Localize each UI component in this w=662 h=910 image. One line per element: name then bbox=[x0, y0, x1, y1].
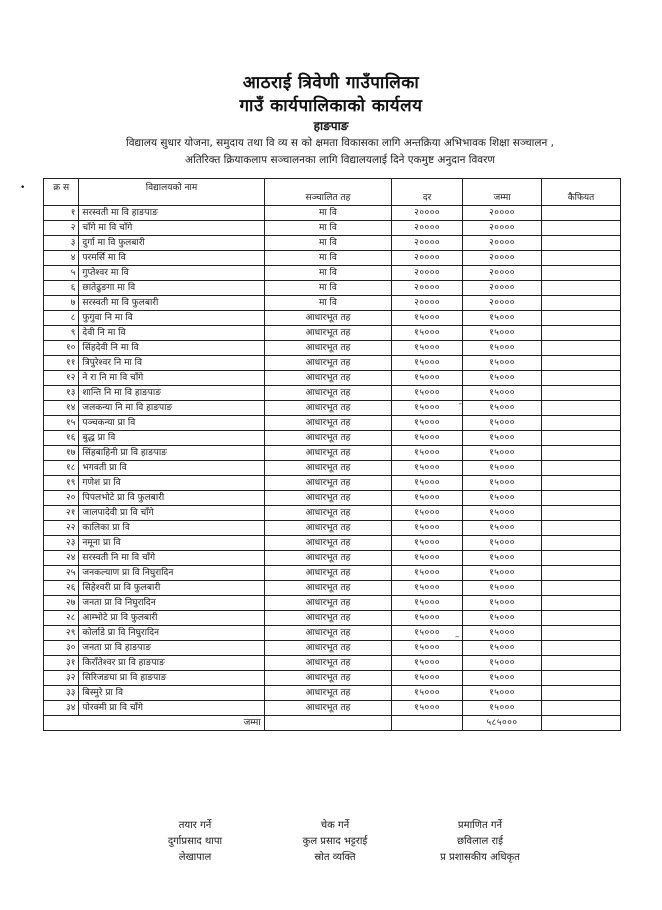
row-rate: १५००० bbox=[392, 491, 463, 506]
table-row bbox=[44, 371, 621, 386]
row-sn: ७ bbox=[44, 296, 79, 311]
row-rate: १५००० bbox=[392, 461, 463, 476]
row-level: आधारभूत तह bbox=[264, 476, 392, 491]
row-remark bbox=[542, 521, 621, 536]
row-rate: १५००० bbox=[392, 401, 463, 416]
row-rate: १५००० bbox=[392, 446, 463, 461]
row-school-name: बिस्मुरे प्रा वि bbox=[79, 686, 264, 701]
table-row bbox=[44, 596, 621, 611]
row-sn: १३ bbox=[44, 386, 79, 401]
row-level: आधारभूत तह bbox=[264, 356, 392, 371]
row-school-name: पोरक्मी प्रा वि चाँगे bbox=[79, 701, 264, 716]
row-remark bbox=[542, 386, 621, 401]
row-total: १५००० bbox=[463, 551, 542, 566]
row-school-name: दुर्गा मा वि फुलबारी bbox=[79, 236, 264, 251]
table-row bbox=[44, 356, 621, 371]
row-remark bbox=[542, 236, 621, 251]
table-body bbox=[44, 206, 621, 716]
signature-role: चेक गर्ने bbox=[320, 820, 350, 831]
row-remark bbox=[542, 431, 621, 446]
table-row bbox=[44, 296, 621, 311]
table-row bbox=[44, 551, 621, 566]
row-level: आधारभूत तह bbox=[264, 611, 392, 626]
row-total: १५००० bbox=[463, 581, 542, 596]
row-sn: २४ bbox=[44, 551, 79, 566]
row-sn: ११ bbox=[44, 356, 79, 371]
row-remark bbox=[542, 416, 621, 431]
row-school-name: सिरिजङघा प्रा वि हाङपाङ bbox=[79, 671, 264, 686]
row-remark bbox=[542, 671, 621, 686]
table-row bbox=[44, 266, 621, 281]
row-level: आधारभूत तह bbox=[264, 461, 392, 476]
grant-table bbox=[43, 178, 621, 731]
row-total: २०००० bbox=[463, 266, 542, 281]
table-row bbox=[44, 686, 621, 701]
row-school-name: सरस्वती मा वि फुलबारी bbox=[79, 296, 264, 311]
row-school-name: ने रा नि मा वि चाँगे bbox=[79, 371, 264, 386]
row-level: आधारभूत तह bbox=[264, 506, 392, 521]
office-location: हाङपाङ bbox=[313, 119, 349, 133]
row-sn: १४ bbox=[44, 401, 79, 416]
row-school-name: परमर्सि मा वि bbox=[79, 251, 264, 266]
signature-role: तयार गर्ने bbox=[178, 820, 212, 831]
row-level: आधारभूत तह bbox=[264, 596, 392, 611]
row-total: २०००० bbox=[463, 236, 542, 251]
row-school-name: गणेश प्रा वि bbox=[79, 476, 264, 491]
row-remark bbox=[542, 446, 621, 461]
row-school-name: कालिका प्रा वि bbox=[79, 521, 264, 536]
signature-name: कुल प्रसाद भट्टराई bbox=[302, 836, 368, 847]
row-total: १५००० bbox=[463, 311, 542, 326]
row-total: १५००० bbox=[463, 476, 542, 491]
row-sn: ३ bbox=[44, 236, 79, 251]
table-row bbox=[44, 401, 621, 416]
row-rate: २०००० bbox=[392, 221, 463, 236]
row-sn: १० bbox=[44, 341, 79, 356]
table-row bbox=[44, 386, 621, 401]
row-level: आधारभूत तह bbox=[264, 581, 392, 596]
row-level: आधारभूत तह bbox=[264, 446, 392, 461]
row-sn: १७ bbox=[44, 446, 79, 461]
row-rate: १५००० bbox=[392, 701, 463, 716]
row-school-name: फुगुवा नि मा वि bbox=[79, 311, 264, 326]
row-sn: २० bbox=[44, 491, 79, 506]
row-remark bbox=[542, 281, 621, 296]
row-remark bbox=[542, 326, 621, 341]
row-remark bbox=[542, 656, 621, 671]
row-remark bbox=[542, 221, 621, 236]
row-sn: ५ bbox=[44, 266, 79, 281]
row-total: १५००० bbox=[463, 641, 542, 656]
row-remark bbox=[542, 701, 621, 716]
row-level: आधारभूत तह bbox=[264, 701, 392, 716]
row-rate: १५००० bbox=[392, 506, 463, 521]
table-row bbox=[44, 566, 621, 581]
row-total: १५००० bbox=[463, 686, 542, 701]
row-sn: १८ bbox=[44, 461, 79, 476]
row-remark bbox=[542, 596, 621, 611]
table-row bbox=[44, 536, 621, 551]
table-row bbox=[44, 416, 621, 431]
row-rate: २०००० bbox=[392, 251, 463, 266]
row-level: आधारभूत तह bbox=[264, 431, 392, 446]
row-total: २०००० bbox=[463, 251, 542, 266]
row-school-name: सरस्वती नि मा वि चाँगे bbox=[79, 551, 264, 566]
row-school-name: चाँगे मा वि चाँगे bbox=[79, 221, 264, 236]
header-school-name: विद्यालयको नाम bbox=[79, 179, 264, 206]
row-level: आधारभूत तह bbox=[264, 521, 392, 536]
table-row bbox=[44, 221, 621, 236]
row-school-name: जनता प्रा वि निघुरादिन bbox=[79, 596, 264, 611]
row-sn: २८ bbox=[44, 611, 79, 626]
header-total: जम्मा bbox=[463, 179, 542, 206]
signature-title: प्र प्रशासकीय अधिकृत bbox=[440, 852, 520, 863]
row-rate: १५००० bbox=[392, 536, 463, 551]
row-total: १५००० bbox=[463, 461, 542, 476]
signature-checked bbox=[265, 818, 405, 866]
table-row bbox=[44, 431, 621, 446]
table-row bbox=[44, 461, 621, 476]
row-level: मा वि bbox=[264, 266, 392, 281]
row-sn: ३१ bbox=[44, 656, 79, 671]
row-sn: २७ bbox=[44, 596, 79, 611]
table-total-row bbox=[44, 716, 621, 731]
row-school-name: सिंहबाहिनी प्रा वि हाङपाङ bbox=[79, 446, 264, 461]
row-rate: २०००० bbox=[392, 266, 463, 281]
header-sn: क्र स bbox=[44, 179, 79, 206]
row-sn: २९ bbox=[44, 626, 79, 641]
row-rate: १५००० bbox=[392, 611, 463, 626]
row-rate: १५००० bbox=[392, 656, 463, 671]
grand-total-value: ५८५००० bbox=[463, 716, 542, 731]
table-row bbox=[44, 506, 621, 521]
row-remark bbox=[542, 551, 621, 566]
row-level: मा वि bbox=[264, 281, 392, 296]
table-header-row bbox=[44, 179, 621, 206]
row-remark bbox=[542, 506, 621, 521]
row-rate: १५००० bbox=[392, 671, 463, 686]
row-remark bbox=[542, 536, 621, 551]
row-level: मा वि bbox=[264, 221, 392, 236]
table-row bbox=[44, 491, 621, 506]
row-remark bbox=[542, 296, 621, 311]
row-level: मा वि bbox=[264, 296, 392, 311]
row-sn: २ bbox=[44, 221, 79, 236]
row-level: आधारभूत तह bbox=[264, 656, 392, 671]
row-rate: १५००० bbox=[392, 566, 463, 581]
row-total: १५००० bbox=[463, 341, 542, 356]
row-rate: १५००० bbox=[392, 581, 463, 596]
row-sn: ६ bbox=[44, 281, 79, 296]
row-rate: १५००० bbox=[392, 686, 463, 701]
row-remark bbox=[542, 491, 621, 506]
row-level: आधारभूत तह bbox=[264, 641, 392, 656]
row-rate: १५००० bbox=[392, 416, 463, 431]
row-school-name: किराँतेश्वर प्रा वि हाङपाङ bbox=[79, 656, 264, 671]
table-row bbox=[44, 251, 621, 266]
table-row bbox=[44, 581, 621, 596]
row-level: आधारभूत तह bbox=[264, 626, 392, 641]
row-rate: २०००० bbox=[392, 236, 463, 251]
row-school-name: देवी नि मा वि bbox=[79, 326, 264, 341]
row-total: १५००० bbox=[463, 491, 542, 506]
row-total: २०००० bbox=[463, 281, 542, 296]
row-rate: १५००० bbox=[392, 386, 463, 401]
row-remark bbox=[542, 401, 621, 416]
row-school-name: पिपलभोटे प्रा वि फुलबारी bbox=[79, 491, 264, 506]
row-school-name: पञ्चकन्या प्रा वि bbox=[79, 416, 264, 431]
table-row bbox=[44, 326, 621, 341]
table-row bbox=[44, 446, 621, 461]
row-sn: २२ bbox=[44, 521, 79, 536]
row-rate: २०००० bbox=[392, 281, 463, 296]
row-remark bbox=[542, 566, 621, 581]
row-rate: १५००० bbox=[392, 341, 463, 356]
row-total: १५००० bbox=[463, 671, 542, 686]
total-label: जम्मा bbox=[44, 716, 265, 731]
row-rate: २०००० bbox=[392, 296, 463, 311]
signature-title: स्रोत व्यक्ति bbox=[314, 852, 356, 863]
row-level: आधारभूत तह bbox=[264, 536, 392, 551]
table-row bbox=[44, 206, 621, 221]
margin-mark: • bbox=[20, 183, 26, 193]
row-total: १५००० bbox=[463, 356, 542, 371]
header-level: सञ्चालित तह bbox=[264, 179, 392, 206]
row-total: १५००० bbox=[463, 611, 542, 626]
row-level: आधारभूत तह bbox=[264, 371, 392, 386]
row-total: १५००० bbox=[463, 431, 542, 446]
signature-approved bbox=[415, 818, 545, 866]
row-level: आधारभूत तह bbox=[264, 566, 392, 581]
table-row bbox=[44, 311, 621, 326]
table-row bbox=[44, 671, 621, 686]
row-total: १५००० bbox=[463, 566, 542, 581]
row-sn: ३० bbox=[44, 641, 79, 656]
header-rate: दर bbox=[392, 179, 463, 206]
office-title-line1: आठराई त्रिवेणी गाउँपालिका bbox=[242, 73, 420, 93]
row-school-name: सरस्वती मा वि हाङपाङ bbox=[79, 206, 264, 221]
pen-mark: – bbox=[455, 632, 460, 642]
row-rate: १५००० bbox=[392, 326, 463, 341]
row-school-name: आम्भोटे प्रा वि फुलबारी bbox=[79, 611, 264, 626]
row-rate: १५००० bbox=[392, 311, 463, 326]
row-level: मा वि bbox=[264, 206, 392, 221]
row-sn: २१ bbox=[44, 506, 79, 521]
row-sn: २३ bbox=[44, 536, 79, 551]
row-sn: १९ bbox=[44, 476, 79, 491]
row-sn: ४ bbox=[44, 251, 79, 266]
row-total: १५००० bbox=[463, 326, 542, 341]
row-remark bbox=[542, 206, 621, 221]
subject-line2: अतिरिक्त क्रियाकलाप सञ्चालनका लागि विद्यालयलाई दिने एकमुष्ट अनुदान विवरण bbox=[184, 154, 496, 166]
header-remark: कैफियत bbox=[542, 179, 621, 206]
table-row bbox=[44, 701, 621, 716]
row-sn: ३४ bbox=[44, 701, 79, 716]
row-rate: १५००० bbox=[392, 356, 463, 371]
row-rate: १५००० bbox=[392, 551, 463, 566]
row-total: १५००० bbox=[463, 536, 542, 551]
total-rate-cell bbox=[392, 716, 463, 731]
row-sn: १२ bbox=[44, 371, 79, 386]
row-rate: १५००० bbox=[392, 521, 463, 536]
table-row bbox=[44, 656, 621, 671]
row-total: १५००० bbox=[463, 401, 542, 416]
table-row bbox=[44, 611, 621, 626]
table-row bbox=[44, 281, 621, 296]
row-remark bbox=[542, 686, 621, 701]
table-row bbox=[44, 641, 621, 656]
row-sn: २५ bbox=[44, 566, 79, 581]
table-row bbox=[44, 476, 621, 491]
row-remark bbox=[542, 311, 621, 326]
table-row bbox=[44, 236, 621, 251]
row-level: मा वि bbox=[264, 236, 392, 251]
row-remark bbox=[542, 356, 621, 371]
row-rate: १५००० bbox=[392, 626, 463, 641]
row-sn: १ bbox=[44, 206, 79, 221]
row-school-name: सिहेश्वरी प्रा वि फुलबारी bbox=[79, 581, 264, 596]
signature-title: लेखापाल bbox=[178, 852, 212, 863]
row-sn: १५ bbox=[44, 416, 79, 431]
row-level: आधारभूत तह bbox=[264, 311, 392, 326]
row-level: आधारभूत तह bbox=[264, 386, 392, 401]
row-remark bbox=[542, 371, 621, 386]
total-remark-cell bbox=[542, 716, 621, 731]
row-school-name: शान्ति नि मा वि हाङपाङ bbox=[79, 386, 264, 401]
row-rate: २०००० bbox=[392, 206, 463, 221]
row-sn: ८ bbox=[44, 311, 79, 326]
row-rate: १५००० bbox=[392, 431, 463, 446]
row-sn: १६ bbox=[44, 431, 79, 446]
signature-name: दुर्गाप्रसाद थापा bbox=[167, 836, 223, 847]
row-total: २०००० bbox=[463, 206, 542, 221]
signature-role: प्रमाणित गर्ने bbox=[457, 820, 503, 831]
row-total: २०००० bbox=[463, 221, 542, 236]
row-school-name: कोर्लाडे प्रा वि निघुरादिन bbox=[79, 626, 264, 641]
row-remark bbox=[542, 641, 621, 656]
row-rate: १५००० bbox=[392, 596, 463, 611]
pen-mark: ˉ bbox=[458, 403, 463, 413]
row-total: १५००० bbox=[463, 446, 542, 461]
table-row bbox=[44, 521, 621, 536]
row-level: आधारभूत तह bbox=[264, 401, 392, 416]
row-remark bbox=[542, 266, 621, 281]
row-rate: १५००० bbox=[392, 371, 463, 386]
row-total: १५००० bbox=[463, 626, 542, 641]
row-total: १५००० bbox=[463, 506, 542, 521]
row-remark bbox=[542, 626, 621, 641]
row-school-name: भगवती प्रा वि bbox=[79, 461, 264, 476]
row-remark bbox=[542, 341, 621, 356]
row-total: १५००० bbox=[463, 656, 542, 671]
row-level: आधारभूत तह bbox=[264, 341, 392, 356]
row-level: आधारभूत तह bbox=[264, 671, 392, 686]
subject-line1: विद्यालय सुधार योजना, समुदाय तथा वि व्य स को क्षमता विकासका लागि अन्तक्रिया अभिभावक शिक्षा सञ्चालन , bbox=[125, 137, 554, 149]
row-school-name: जालपादेवी प्रा वि चाँगे bbox=[79, 506, 264, 521]
total-level-cell bbox=[264, 716, 392, 731]
row-total: १५००० bbox=[463, 701, 542, 716]
row-remark bbox=[542, 611, 621, 626]
signature-name: छविलाल राई bbox=[456, 836, 504, 847]
office-title-line2: गाउँ कार्यपालिकाको कार्यलय bbox=[239, 96, 423, 116]
row-total: १५००० bbox=[463, 596, 542, 611]
row-total: १५००० bbox=[463, 416, 542, 431]
row-level: आधारभूत तह bbox=[264, 686, 392, 701]
row-school-name: त्रिपुरेश्वर नि मा वि bbox=[79, 356, 264, 371]
signature-prepared bbox=[140, 818, 250, 866]
row-rate: १५००० bbox=[392, 476, 463, 491]
row-sn: ९ bbox=[44, 326, 79, 341]
row-remark bbox=[542, 476, 621, 491]
table-row bbox=[44, 341, 621, 356]
row-school-name: जलकन्या नि मा वि हाङपाङ bbox=[79, 401, 264, 416]
row-level: आधारभूत तह bbox=[264, 551, 392, 566]
row-school-name: गुप्तेश्वर मा वि bbox=[79, 266, 264, 281]
table-row bbox=[44, 626, 621, 641]
row-school-name: नमूना प्रा वि bbox=[79, 536, 264, 551]
row-remark bbox=[542, 581, 621, 596]
row-total: १५००० bbox=[463, 386, 542, 401]
row-total: १५००० bbox=[463, 521, 542, 536]
row-sn: ३३ bbox=[44, 686, 79, 701]
row-level: मा वि bbox=[264, 251, 392, 266]
row-school-name: बुद्ध प्रा वि bbox=[79, 431, 264, 446]
row-total: २०००० bbox=[463, 296, 542, 311]
row-level: आधारभूत तह bbox=[264, 416, 392, 431]
row-total: १५००० bbox=[463, 371, 542, 386]
row-school-name: जनता प्रा वि हाङपाङ bbox=[79, 641, 264, 656]
row-remark bbox=[542, 251, 621, 266]
row-school-name: सिंहदेवी नि मा वि bbox=[79, 341, 264, 356]
row-rate: १५००० bbox=[392, 641, 463, 656]
row-level: आधारभूत तह bbox=[264, 491, 392, 506]
row-remark bbox=[542, 461, 621, 476]
row-sn: ३२ bbox=[44, 671, 79, 686]
row-school-name: छातेढुङगा मा वि bbox=[79, 281, 264, 296]
row-level: आधारभूत तह bbox=[264, 326, 392, 341]
row-school-name: जनकल्याण प्रा वि निघुरादिन bbox=[79, 566, 264, 581]
row-sn: २६ bbox=[44, 581, 79, 596]
